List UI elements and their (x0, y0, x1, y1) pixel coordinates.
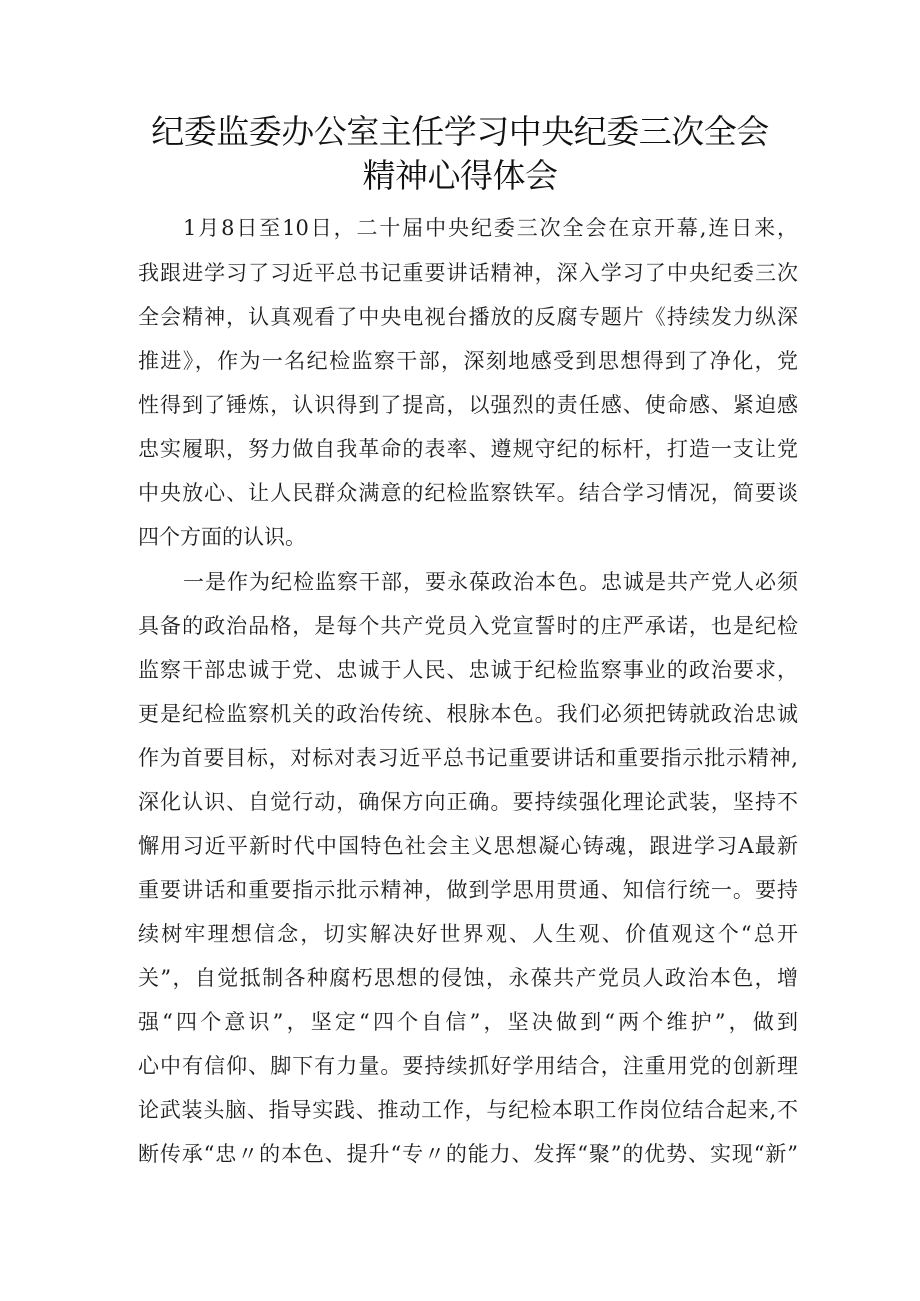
paragraph-1-line: 四个方面的认识。 (138, 525, 306, 549)
paragraph-2-line: 更是纪检监察机关的政治传统、根脉本色。我们必须把铸就政治忠诚 (138, 702, 798, 726)
paragraph-2-line: 作为首要目标，对标对表习近平总书记重要讲话和重要指示批示精神, (138, 746, 798, 770)
paragraph-1-line: 1月8日至10日，二十届中央纪委三次全会在京开幕,连日来， (183, 216, 798, 240)
paragraph-2-line: 懈用习近平新时代中国特色社会主义思想凝心铸魂，跟进学习A最新 (138, 834, 798, 858)
paragraph-2-line: 续树牢理想信念，切实解决好世界观、人生观、价值观这个“总开 (138, 922, 798, 946)
paragraph-1-line: 性得到了锤炼，认识得到了提高，以强烈的责任感、使命感、紧迫感 (138, 393, 798, 417)
paragraph-1-line: 推进》，作为一名纪检监察干部，深刻地感受到思想得到了净化，党 (138, 349, 798, 373)
paragraph-2-line: 关”，自觉抵制各种腐朽思想的侵蚀，永葆共产党员人政治本色，增 (138, 966, 798, 990)
paragraph-2-line: 断传承“忠〃的本色、提升“专〃的能力、发挥“聚”的优势、实现“新” (138, 1142, 798, 1166)
paragraph-2-line: 具备的政治品格，是每个共产党员入党宣誓时的庄严承诺，也是纪检 (138, 614, 798, 638)
paragraph-2-line: 监察干部忠诚于党、忠诚于人民、忠诚于纪检监察事业的政治要求， (138, 658, 798, 682)
document-title-line-2: 精神心得体会 (362, 156, 558, 195)
paragraph-1-line: 全会精神，认真观看了中央电视台播放的反腐专题片《持续发力纵深 (138, 305, 798, 329)
paragraph-1-line: 中央放心、让人民群众满意的纪检监察铁军。结合学习情况，简要谈 (138, 481, 798, 505)
paragraph-1-line: 我跟进学习了习近平总书记重要讲话精神，深入学习了中央纪委三次 (138, 261, 798, 285)
document-title-line-1: 纪委监委办公室主任学习中央纪委三次全会 (151, 112, 769, 151)
paragraph-2-line: 一是作为纪检监察干部，要永葆政治本色。忠诚是共产党人必须 (183, 570, 798, 594)
paragraph-2-line: 深化认识、自觉行动，确保方向正确。要持续强化理论武装，坚持不 (138, 790, 798, 814)
paragraph-2-line: 心中有信仰、脚下有力量。要持续抓好学用结合，注重用党的创新理 (138, 1054, 798, 1078)
paragraph-2-line: 论武装头脑、指导实践、推动工作，与纪检本职工作岗位结合起来,不 (138, 1098, 798, 1122)
paragraph-1-line: 忠实履职，努力做自我革命的表率、遵规守纪的标杆，打造一支让党 (138, 437, 798, 461)
paragraph-2-line: 重要讲话和重要指示批示精神，做到学思用贯通、知信行统一。要持 (138, 878, 798, 902)
paragraph-2-line: 强“四个意识”，坚定“四个自信”，坚决做到“两个维护”，做到 (138, 1010, 798, 1034)
